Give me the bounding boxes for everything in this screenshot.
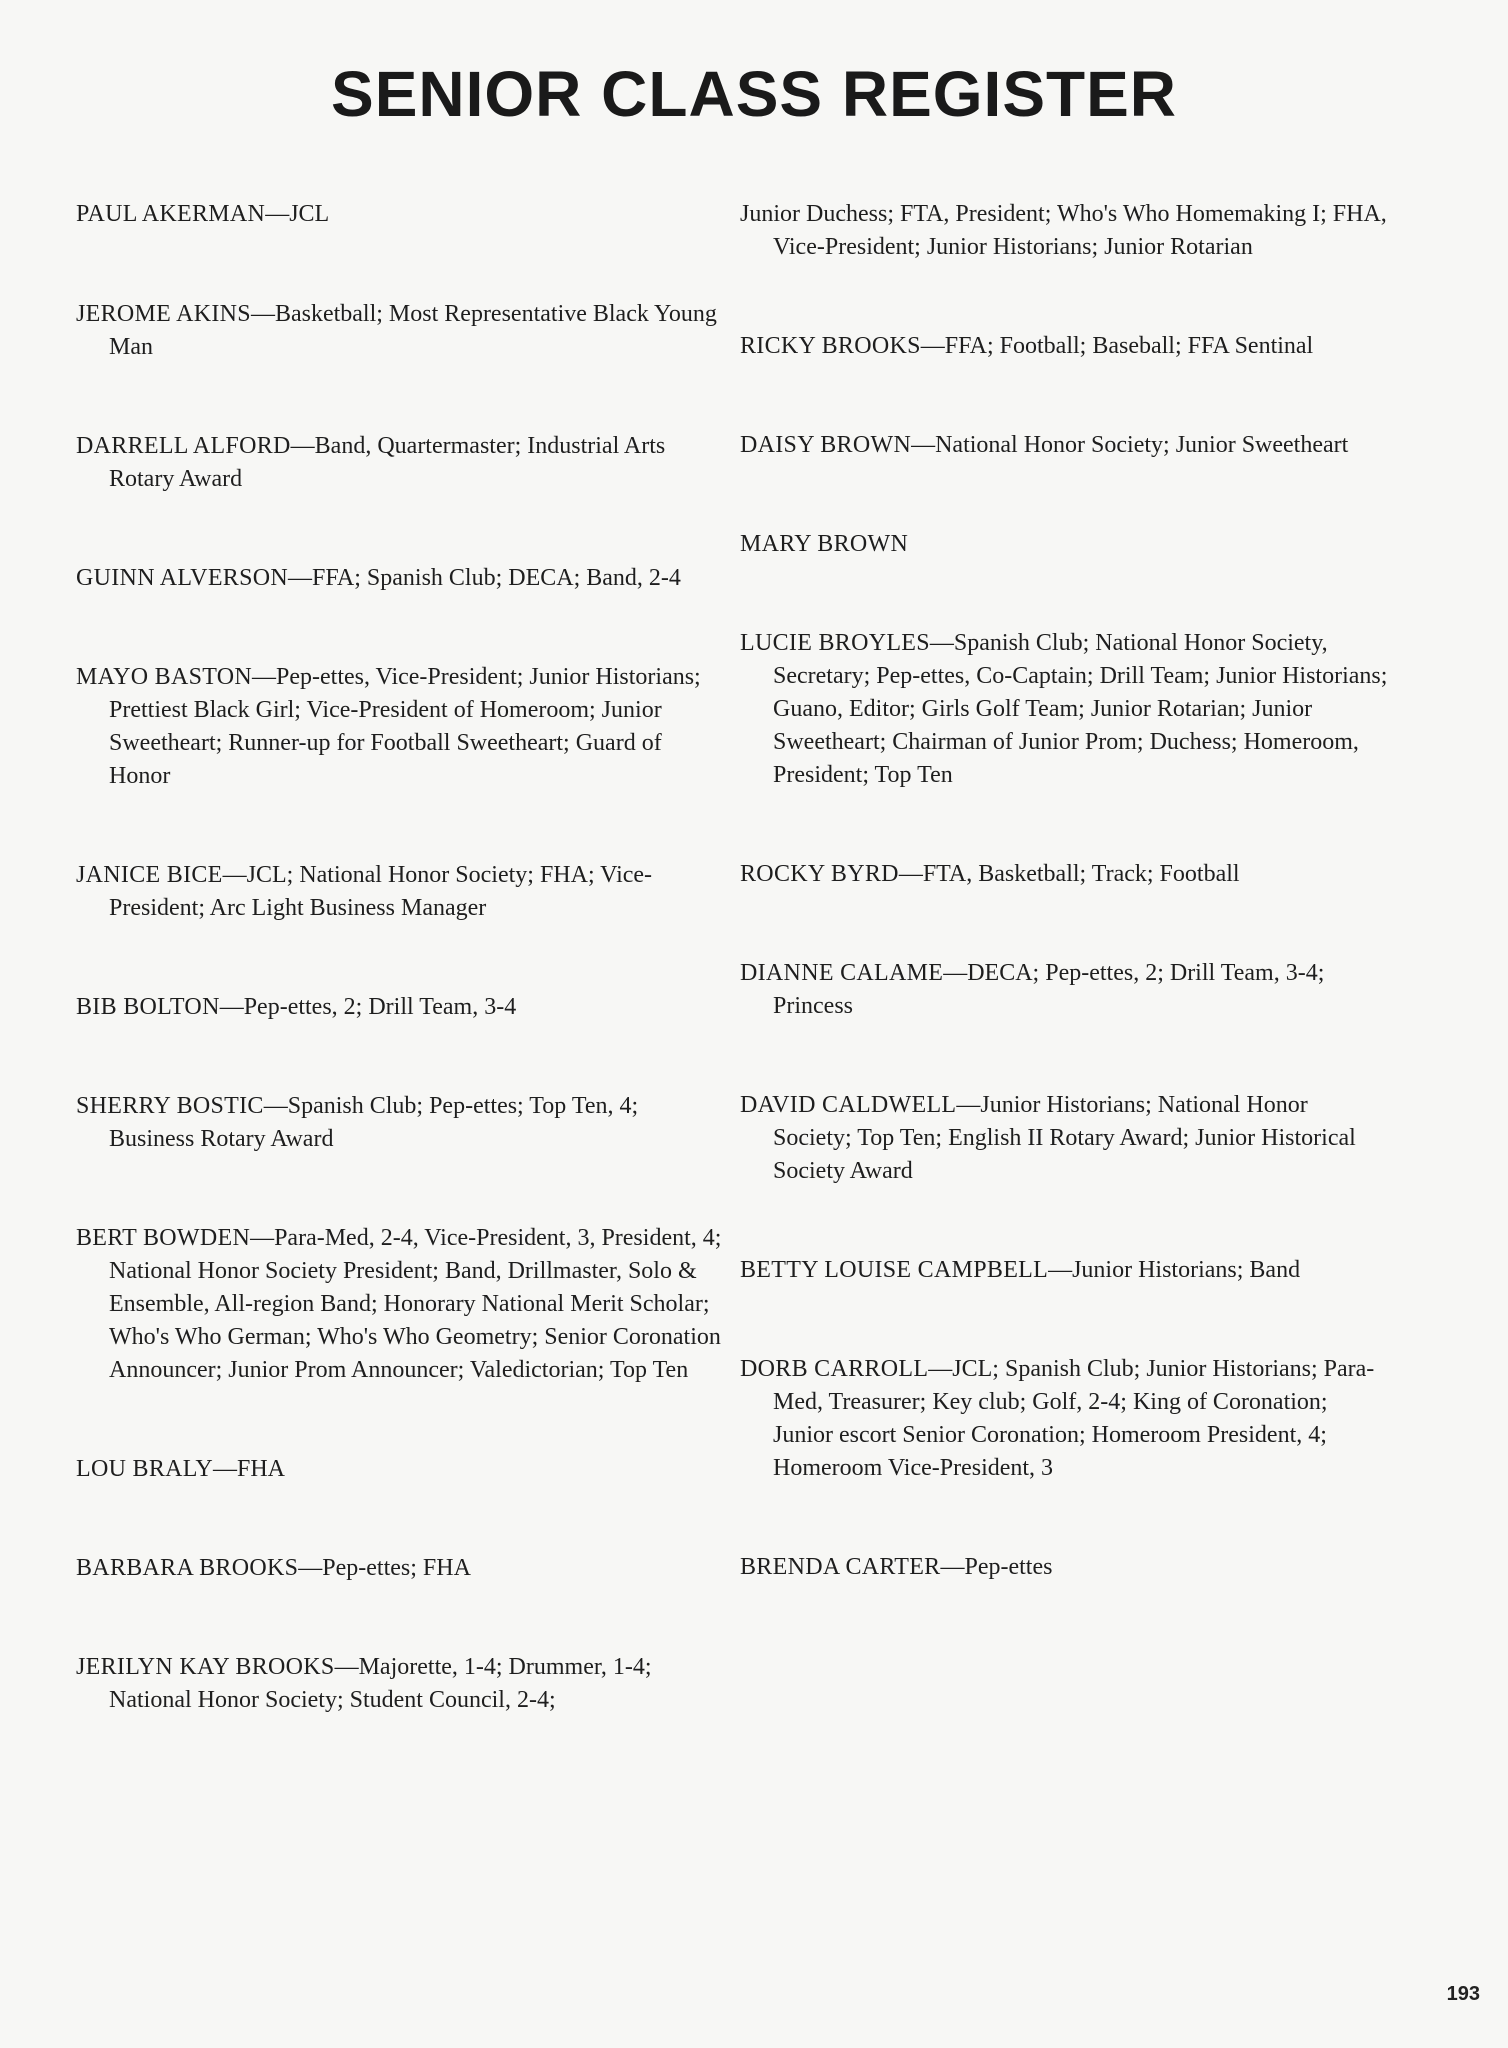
student-activities: Pep-ettes [964, 1554, 1053, 1580]
student-name: MARY BROWN [740, 531, 909, 557]
student-name: SHERRY BOSTIC [76, 1093, 264, 1119]
student-activities: FTA, Basketball; Track; Football [922, 861, 1240, 887]
student-name: DARRELL ALFORD [76, 433, 291, 459]
entry-bert-bowden: BERT BOWDEN—Para-Med, 2-4, Vice-President, 3, President, 4; National Honor Society President; Band, Drillmaster, Solo & Ensemble, All-region Band; Honorary National Merit Scholar; Who's Who German; Who's Who Geometry; Senior Coronation Announcer; Junior Prom Announcer; Valedictorian; Top Ten [76, 1225, 722, 1383]
entry-sherry-bostic: SHERRY BOSTIC—Spanish Club; Pep-ettes; Top Ten, 4; Business Rotary Award [76, 1093, 639, 1152]
student-name: BIB BOLTON [76, 994, 220, 1020]
student-name: GUINN ALVERSON [76, 565, 288, 591]
student-name: LUCIE BROYLES [740, 630, 930, 656]
student-name: ROCKY BYRD [740, 861, 899, 887]
right-column [740, 198, 1390, 1584]
student-name: RICKY BROOKS [740, 333, 921, 359]
student-activities: Junior Historians; National Honor Society; Top Ten; English II Rotary Award; Junior Historical Society Award [773, 1092, 1356, 1184]
entry-jerome-akins: JEROME AKINS—Basketball; Most Representative Black Young Man [76, 301, 717, 360]
student-activities: Basketball; Most Representative Black Young Man [109, 301, 717, 360]
student-name: BARBARA BROOKS [76, 1555, 299, 1581]
student-name: LOU BRALY [76, 1456, 213, 1482]
student-name: DORB CARROLL [740, 1356, 929, 1382]
student-activities: Band, Quartermaster; Industrial Arts Rotary Award [109, 433, 666, 492]
student-name: DIANNE CALAME [740, 960, 944, 986]
entry-daisy-brown: DAISY BROWN—National Honor Society; Junior Sweetheart [740, 432, 1349, 458]
student-activities: Junior Duchess; FTA, President; Who's Who Homemaking I; FHA, Vice-President; Junior Historians; Junior Rotarian [740, 201, 1387, 260]
entry-david-caldwell: DAVID CALDWELL—Junior Historians; National Honor Society; Top Ten; English II Rotary Award; Junior Historical Society Award [740, 1092, 1356, 1184]
entry-bib-bolton: BIB BOLTON—Pep-ettes, 2; Drill Team, 3-4 [76, 994, 517, 1020]
student-name: MAYO BASTON [76, 664, 253, 690]
student-name: JERILYN KAY BROOKS [76, 1654, 335, 1680]
page-number: 193 [1446, 1983, 1480, 2005]
entry-paul-akerman: PAUL AKERMAN—JCL [76, 201, 330, 227]
student-activities: Pep-ettes, Vice-President; Junior Historians; Prettiest Black Girl; Vice-President of Homeroom; Junior Sweetheart; Runner-up for Football Sweetheart; Guard of Honor [109, 664, 701, 789]
student-name: BERT BOWDEN [76, 1225, 251, 1251]
entry-ricky-brooks: RICKY BROOKS—FFA; Football; Baseball; FFA Sentinal [740, 333, 1314, 359]
student-activities: JCL [289, 201, 330, 227]
student-activities: Pep-ettes; FHA [322, 1555, 471, 1581]
entry-mary-brown [740, 528, 1390, 561]
student-name: PAUL AKERMAN [76, 201, 266, 227]
entry-dianne-calame: DIANNE CALAME—DECA; Pep-ettes, 2; Drill Team, 3-4; Princess [740, 960, 1325, 1019]
student-activities: Junior Historians; Band [1072, 1257, 1301, 1283]
left-column [76, 198, 726, 1717]
entry-continuation [740, 198, 1390, 264]
student-activities: FHA [236, 1456, 285, 1482]
student-activities: Majorette, 1-4; Drummer, 1-4; National Honor Society; Student Council, 2-4; [109, 1654, 652, 1713]
entry-jerilyn-kay-brooks: JERILYN KAY BROOKS—Majorette, 1-4; Drummer, 1-4; National Honor Society; Student Council, 2-4; [76, 1654, 652, 1713]
student-name: BETTY LOUISE CAMPBELL [740, 1257, 1049, 1283]
student-activities: National Honor Society; Junior Sweetheart [935, 432, 1349, 458]
entry-rocky-byrd: ROCKY BYRD—FTA, Basketball; Track; Football [740, 861, 1240, 887]
entry-mayo-baston: MAYO BASTON—Pep-ettes, Vice-President; Junior Historians; Prettiest Black Girl; Vice-President of Homeroom; Junior Sweetheart; Runner-up for Football Sweetheart; Guard of Honor [76, 664, 701, 789]
student-activities: FFA; Spanish Club; DECA; Band, 2-4 [312, 565, 681, 591]
student-activities: Spanish Club; National Honor Society, Secretary; Pep-ettes, Co-Captain; Drill Team; Junior Historians; Guano, Editor; Girls Golf Team; Junior Rotarian; Junior Sweetheart; Chairman of Junior Prom; Duchess; Homeroom, President; Top Ten [773, 630, 1388, 788]
entry-janice-bice: JANICE BICE—JCL; National Honor Society; FHA; Vice-President; Arc Light Business Manager [76, 862, 653, 921]
student-name: BRENDA CARTER [740, 1554, 941, 1580]
student-activities: Spanish Club; Pep-ettes; Top Ten, 4; Business Rotary Award [109, 1093, 639, 1152]
student-activities: Pep-ettes, 2; Drill Team, 3-4 [243, 994, 517, 1020]
student-name: DAISY BROWN [740, 432, 912, 458]
student-activities: FFA; Football; Baseball; FFA Sentinal [944, 333, 1314, 359]
entry-betty-louise-campbell: BETTY LOUISE CAMPBELL—Junior Historians; Band [740, 1257, 1301, 1283]
student-name: JANICE BICE [76, 862, 223, 888]
entry-guinn-alverson: GUINN ALVERSON—FFA; Spanish Club; DECA; Band, 2-4 [76, 565, 681, 591]
student-activities: JCL; Spanish Club; Junior Historians; Para-Med, Treasurer; Key club; Golf, 2-4; King of Coronation; Junior escort Senior Coronation; Homeroom President, 4; Homeroom Vice-President, 3 [773, 1356, 1375, 1481]
student-name: JEROME AKINS [76, 301, 251, 327]
entry-lou-braly: LOU BRALY—FHA [76, 1456, 285, 1482]
entry-dorb-carroll: DORB CARROLL—JCL; Spanish Club; Junior Historians; Para-Med, Treasurer; Key club; Golf, 2-4; King of Coronation; Junior escort Senior Coronation; Homeroom President, 4; Homeroom Vice-President, 3 [740, 1356, 1375, 1481]
student-name: DAVID CALDWELL [740, 1092, 957, 1118]
student-activities: DECA; Pep-ettes, 2; Drill Team, 3-4; Princess [773, 960, 1325, 1019]
page-title: SENIOR CLASS REGISTER [331, 58, 1177, 130]
entry-brenda-carter: BRENDA CARTER—Pep-ettes [740, 1554, 1053, 1580]
student-activities: Para-Med, 2-4, Vice-President, 3, President, 4; National Honor Society President; Band, Drillmaster, Solo & Ensemble, All-region Band; Honorary National Merit Scholar; Who's Who German; Who's Who Geometry; Senior Coronation Announcer; Junior Prom Announcer; Valedictorian; Top Ten [109, 1225, 722, 1383]
entry-barbara-brooks: BARBARA BROOKS—Pep-ettes; FHA [76, 1555, 471, 1581]
student-activities: JCL; National Honor Society; FHA; Vice-President; Arc Light Business Manager [109, 862, 653, 921]
entry-darrell-alford: DARRELL ALFORD—Band, Quartermaster; Industrial Arts Rotary Award [76, 433, 666, 492]
entry-lucie-broyles: LUCIE BROYLES—Spanish Club; National Honor Society, Secretary; Pep-ettes, Co-Captain; Drill Team; Junior Historians; Guano, Editor; Girls Golf Team; Junior Rotarian; Junior Sweetheart; Chairman of Junior Prom; Duchess; Homeroom, President; Top Ten [740, 630, 1388, 788]
